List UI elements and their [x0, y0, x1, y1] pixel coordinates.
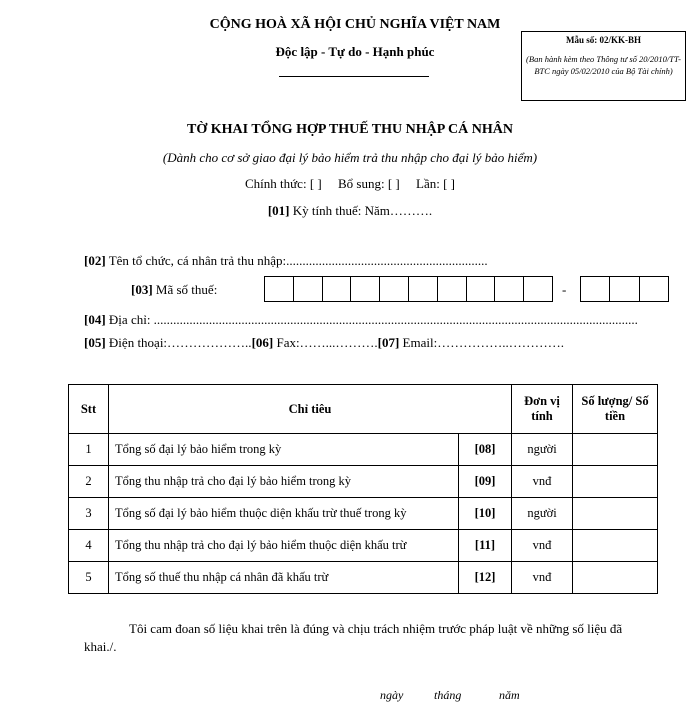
fax-field[interactable]: Fax:……...……….: [276, 335, 378, 350]
tax-id-digit[interactable]: [265, 277, 294, 301]
field-code-04: [04]: [84, 312, 106, 327]
tax-id-dash: -: [562, 282, 567, 297]
address-row: [84, 312, 638, 328]
row-code: [09]: [459, 466, 512, 498]
tax-id-label: Mã số thuế:: [155, 282, 218, 297]
tax-id-suffix-digit[interactable]: [610, 277, 639, 301]
row-label: Tổng thu nhập trả cho đại lý bảo hiểm trong kỳ: [109, 466, 459, 498]
signature-year-label: năm: [499, 688, 520, 702]
signature-month-label: tháng: [434, 688, 462, 702]
tax-id-digit[interactable]: [495, 277, 524, 301]
tax-id-digit[interactable]: [323, 277, 352, 301]
row-value-input[interactable]: [573, 498, 658, 530]
row-code: [12]: [459, 562, 512, 594]
row-unit: người: [512, 434, 573, 466]
row-stt: 3: [69, 498, 109, 530]
tax-id-row: [131, 282, 217, 298]
form-code-box: [521, 31, 686, 101]
signature-day-label: ngày: [380, 688, 404, 702]
phone-field[interactable]: Điện thoại:………………..: [108, 335, 252, 350]
motto: Độc lập - Tự do - Hạnh phúc: [275, 44, 435, 59]
row-stt: 2: [69, 466, 109, 498]
supplement-checkbox[interactable]: [ ]: [387, 176, 400, 191]
tax-id-boxes[interactable]: [264, 276, 553, 302]
table-row: [69, 562, 658, 594]
address-field[interactable]: Địa chỉ: .....................................................................................................................................................: [108, 312, 638, 327]
tax-id-digit[interactable]: [294, 277, 323, 301]
row-value-input[interactable]: [573, 530, 658, 562]
row-label: Tổng số thuế thu nhập cá nhân đã khấu trừ: [109, 562, 459, 594]
field-code-01: [01]: [267, 203, 290, 218]
row-value-input[interactable]: [573, 562, 658, 594]
row-code: [08]: [459, 434, 512, 466]
row-stt: 4: [69, 530, 109, 562]
tax-summary-table: [68, 384, 658, 594]
supplement-label: Bổ sung:: [337, 176, 385, 191]
tax-id-digit[interactable]: [467, 277, 496, 301]
row-stt: 1: [69, 434, 109, 466]
field-code-05: [05]: [84, 335, 106, 350]
row-unit: vnđ: [512, 466, 573, 498]
tax-id-suffix-digit[interactable]: [640, 277, 668, 301]
filing-type-row: [0, 176, 700, 192]
row-unit: vnđ: [512, 530, 573, 562]
header-criteria: Chỉ tiêu: [109, 385, 512, 434]
table-row: [69, 530, 658, 562]
row-label: Tổng thu nhập trả cho đại lý bảo hiểm thuộc diện khấu trừ: [109, 530, 459, 562]
table-header-row: [69, 385, 658, 434]
table-row: [69, 434, 658, 466]
header-amount: Số lượng/ Số tiền: [573, 385, 658, 434]
times-label: Lần:: [416, 176, 440, 191]
payer-name-row: [84, 253, 488, 269]
row-unit: vnđ: [512, 562, 573, 594]
header-stt: Stt: [69, 385, 109, 434]
field-code-02: [02]: [84, 253, 106, 268]
row-code: [10]: [459, 498, 512, 530]
form-title: TỜ KHAI TỔNG HỢP THUẾ THU NHẬP CÁ NHÂN: [187, 122, 513, 137]
table-row: [69, 498, 658, 530]
row-label: Tổng số đại lý bảo hiểm trong kỳ: [109, 434, 459, 466]
email-field[interactable]: Email:……………..………….: [402, 335, 564, 350]
header-unit: Đơn vị tính: [512, 385, 573, 434]
motto-underline: [279, 76, 429, 77]
tax-period-text[interactable]: Kỳ tính thuế: Năm……….: [292, 203, 433, 218]
row-value-input[interactable]: [573, 466, 658, 498]
field-code-07: [07]: [377, 335, 400, 350]
official-label: Chính thức:: [244, 176, 307, 191]
row-value-input[interactable]: [573, 434, 658, 466]
tax-id-digit[interactable]: [438, 277, 467, 301]
payer-name-field[interactable]: Tên tổ chức, cá nhân trả thu nhập:..............................................................: [108, 253, 488, 268]
declaration-text: Tôi cam đoan số liệu khai trên là đúng và chịu trách nhiệm trước pháp luật về những số liệu đã khai./.: [84, 621, 623, 654]
field-code-03: [03]: [131, 282, 153, 297]
field-code-06: [06]: [251, 335, 274, 350]
tax-period-row: [0, 203, 700, 219]
tax-id-digit[interactable]: [380, 277, 409, 301]
row-label: Tổng số đại lý bảo hiểm thuộc diện khấu trừ thuế trong kỳ: [109, 498, 459, 530]
nation-heading: CỘNG HOÀ XÃ HỘI CHỦ NGHĨA VIỆT NAM: [209, 17, 501, 32]
tax-id-digit[interactable]: [409, 277, 438, 301]
tax-id-digit[interactable]: [524, 277, 552, 301]
tax-id-suffix-digit[interactable]: [581, 277, 610, 301]
row-unit: người: [512, 498, 573, 530]
contact-row: [84, 335, 564, 351]
tax-id-digit[interactable]: [351, 277, 380, 301]
times-checkbox[interactable]: [ ]: [443, 176, 455, 191]
form-issued-note: (Ban hành kèm theo Thông tư số 20/2010/TT-BTC ngày 05/02/2010 của Bộ Tài chính): [526, 54, 681, 76]
row-code: [11]: [459, 530, 512, 562]
form-subtitle: (Dành cho cơ sở giao đại lý bảo hiểm trả thu nhập cho đại lý bảo hiểm): [162, 150, 538, 165]
form-code: Mẫu số: 02/KK-BH: [565, 35, 641, 45]
row-stt: 5: [69, 562, 109, 594]
official-checkbox[interactable]: [ ]: [309, 176, 322, 191]
table-row: [69, 466, 658, 498]
tax-id-suffix-boxes[interactable]: [580, 276, 669, 302]
